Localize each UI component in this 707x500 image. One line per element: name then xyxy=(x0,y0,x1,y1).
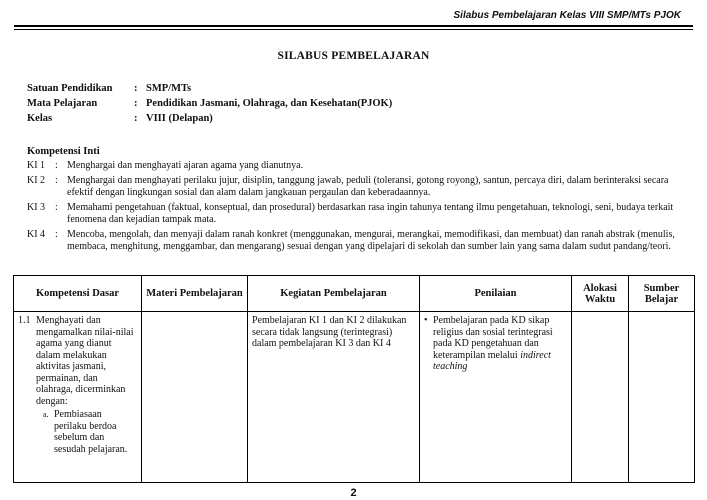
meta-row-mapel xyxy=(27,98,392,113)
ki-item-2 xyxy=(27,175,697,199)
ki-colon: : xyxy=(55,202,58,213)
meta-value: SMP/MTs xyxy=(146,83,192,94)
header-sumber-belajar: Sumber Belajar xyxy=(629,276,695,312)
header-rule-thin xyxy=(14,29,693,30)
meta-value: Pendidikan Jasmani, Olahraga, dan Kesehatan(PJOK) xyxy=(146,98,393,109)
cell-sumber-belajar xyxy=(629,312,695,483)
meta-row-satuan xyxy=(27,83,392,98)
penilaian-item xyxy=(424,315,567,373)
kd-subitem xyxy=(36,409,137,455)
ki-text: Mencoba, mengolah, dan menyaji dalam ranah konkret (menggunakan, mengurai, merangkai, memodifikasi, dan membuat) dan ranah abstrak (menulis, membaca, menghitung, menggambar, dan mengarang) sesuai dengan yang dipelajari di sekolah dan sumber lain yang sama dalam sudut pandang/teori. xyxy=(67,229,675,252)
page-header xyxy=(0,0,707,30)
ki-colon: : xyxy=(55,175,58,186)
meta-colon: : xyxy=(134,83,138,94)
kd-sub-letter: a. xyxy=(43,410,49,419)
kegiatan-text: Pembelajaran KI 1 dan KI 2 dilakukan secara tidak langsung (terintegrasi) dalam pembelajaran KI 3 dan KI 4 xyxy=(252,315,407,349)
kd-number: 1.1 xyxy=(18,315,31,326)
ki-code: KI 4 xyxy=(27,229,46,240)
ki-item-1 xyxy=(27,160,697,172)
header-materi: Materi Pembelajaran xyxy=(142,276,248,312)
ki-text: Menghargai dan menghayati ajaran agama yang dianutnya. xyxy=(67,160,304,171)
table-header-row xyxy=(14,276,695,312)
cell-kegiatan xyxy=(248,312,420,483)
kd-text: Menghayati dan mengamalkan nilai-nilai agama yang dianut dalam melakukan aktivitas jasmani, permainan, dan olahraga, dicerminkan dengan: xyxy=(36,315,134,407)
page-number: 2 xyxy=(350,487,357,499)
header-title: Silabus Pembelajaran Kelas VIII SMP/MTs PJOK xyxy=(453,10,681,21)
bullet-icon: • xyxy=(424,315,428,326)
ki-item-4 xyxy=(27,229,697,253)
kd-sub-text: Pembiasaan perilaku berdoa sebelum dan sesudah pelajaran. xyxy=(54,409,128,455)
table-row xyxy=(14,312,695,483)
cell-alokasi-waktu xyxy=(572,312,629,483)
meta-info xyxy=(27,83,392,128)
cell-materi xyxy=(142,312,248,483)
meta-key: Satuan Pendidikan xyxy=(27,83,113,94)
meta-row-kelas xyxy=(27,113,392,128)
document-title: SILABUS PEMBELAJARAN xyxy=(277,50,430,62)
penilaian-italic: indirect teaching xyxy=(433,349,551,372)
ki-text: Menghargai dan menghayati perilaku jujur, disiplin, tanggung jawab, peduli (toleransi, gotong royong), santun, percaya diri, dalam berinteraksi secara efektif dengan lingkungan sosial dan alam dalam jangkauan pergaulan dan keberadaannya. xyxy=(67,175,669,198)
ki-text: Memahami pengetahuan (faktual, konseptual, dan prosedural) berdasarkan rasa ingin tahunya tentang ilmu pengetahuan, teknologi, seni, budaya terkait fenomena dan kejadian tampak mata. xyxy=(67,202,674,225)
syllabus-table xyxy=(13,275,695,483)
meta-colon: : xyxy=(134,113,138,124)
ki-heading: Kompetensi Inti xyxy=(27,146,100,157)
ki-item-3 xyxy=(27,202,697,226)
ki-code: KI 3 xyxy=(27,202,46,213)
penilaian-text: Pembelajaran pada KD sikap religius dan sosial terintegrasi pada KD pengetahuan dan keterampilan melalui xyxy=(433,315,553,361)
ki-colon: : xyxy=(55,160,58,171)
meta-key: Mata Pelajaran xyxy=(27,98,98,109)
meta-colon: : xyxy=(134,98,138,109)
kd-entry xyxy=(18,315,137,455)
ki-code: KI 1 xyxy=(27,160,46,171)
cell-kompetensi-dasar xyxy=(14,312,142,483)
meta-key: Kelas xyxy=(27,113,53,124)
header-penilaian: Penilaian xyxy=(420,276,572,312)
header-alokasi-waktu: Alokasi Waktu xyxy=(572,276,629,312)
ki-colon: : xyxy=(55,229,58,240)
kd-body xyxy=(36,315,137,455)
header-rule-thick xyxy=(14,25,693,27)
penilaian-body xyxy=(433,315,567,373)
header-kompetensi-dasar: Kompetensi Dasar xyxy=(14,276,142,312)
cell-penilaian xyxy=(420,312,572,483)
meta-value: VIII (Delapan) xyxy=(146,113,213,124)
ki-code: KI 2 xyxy=(27,175,46,186)
header-kegiatan: Kegiatan Pembelajaran xyxy=(248,276,420,312)
ki-list xyxy=(27,160,697,256)
